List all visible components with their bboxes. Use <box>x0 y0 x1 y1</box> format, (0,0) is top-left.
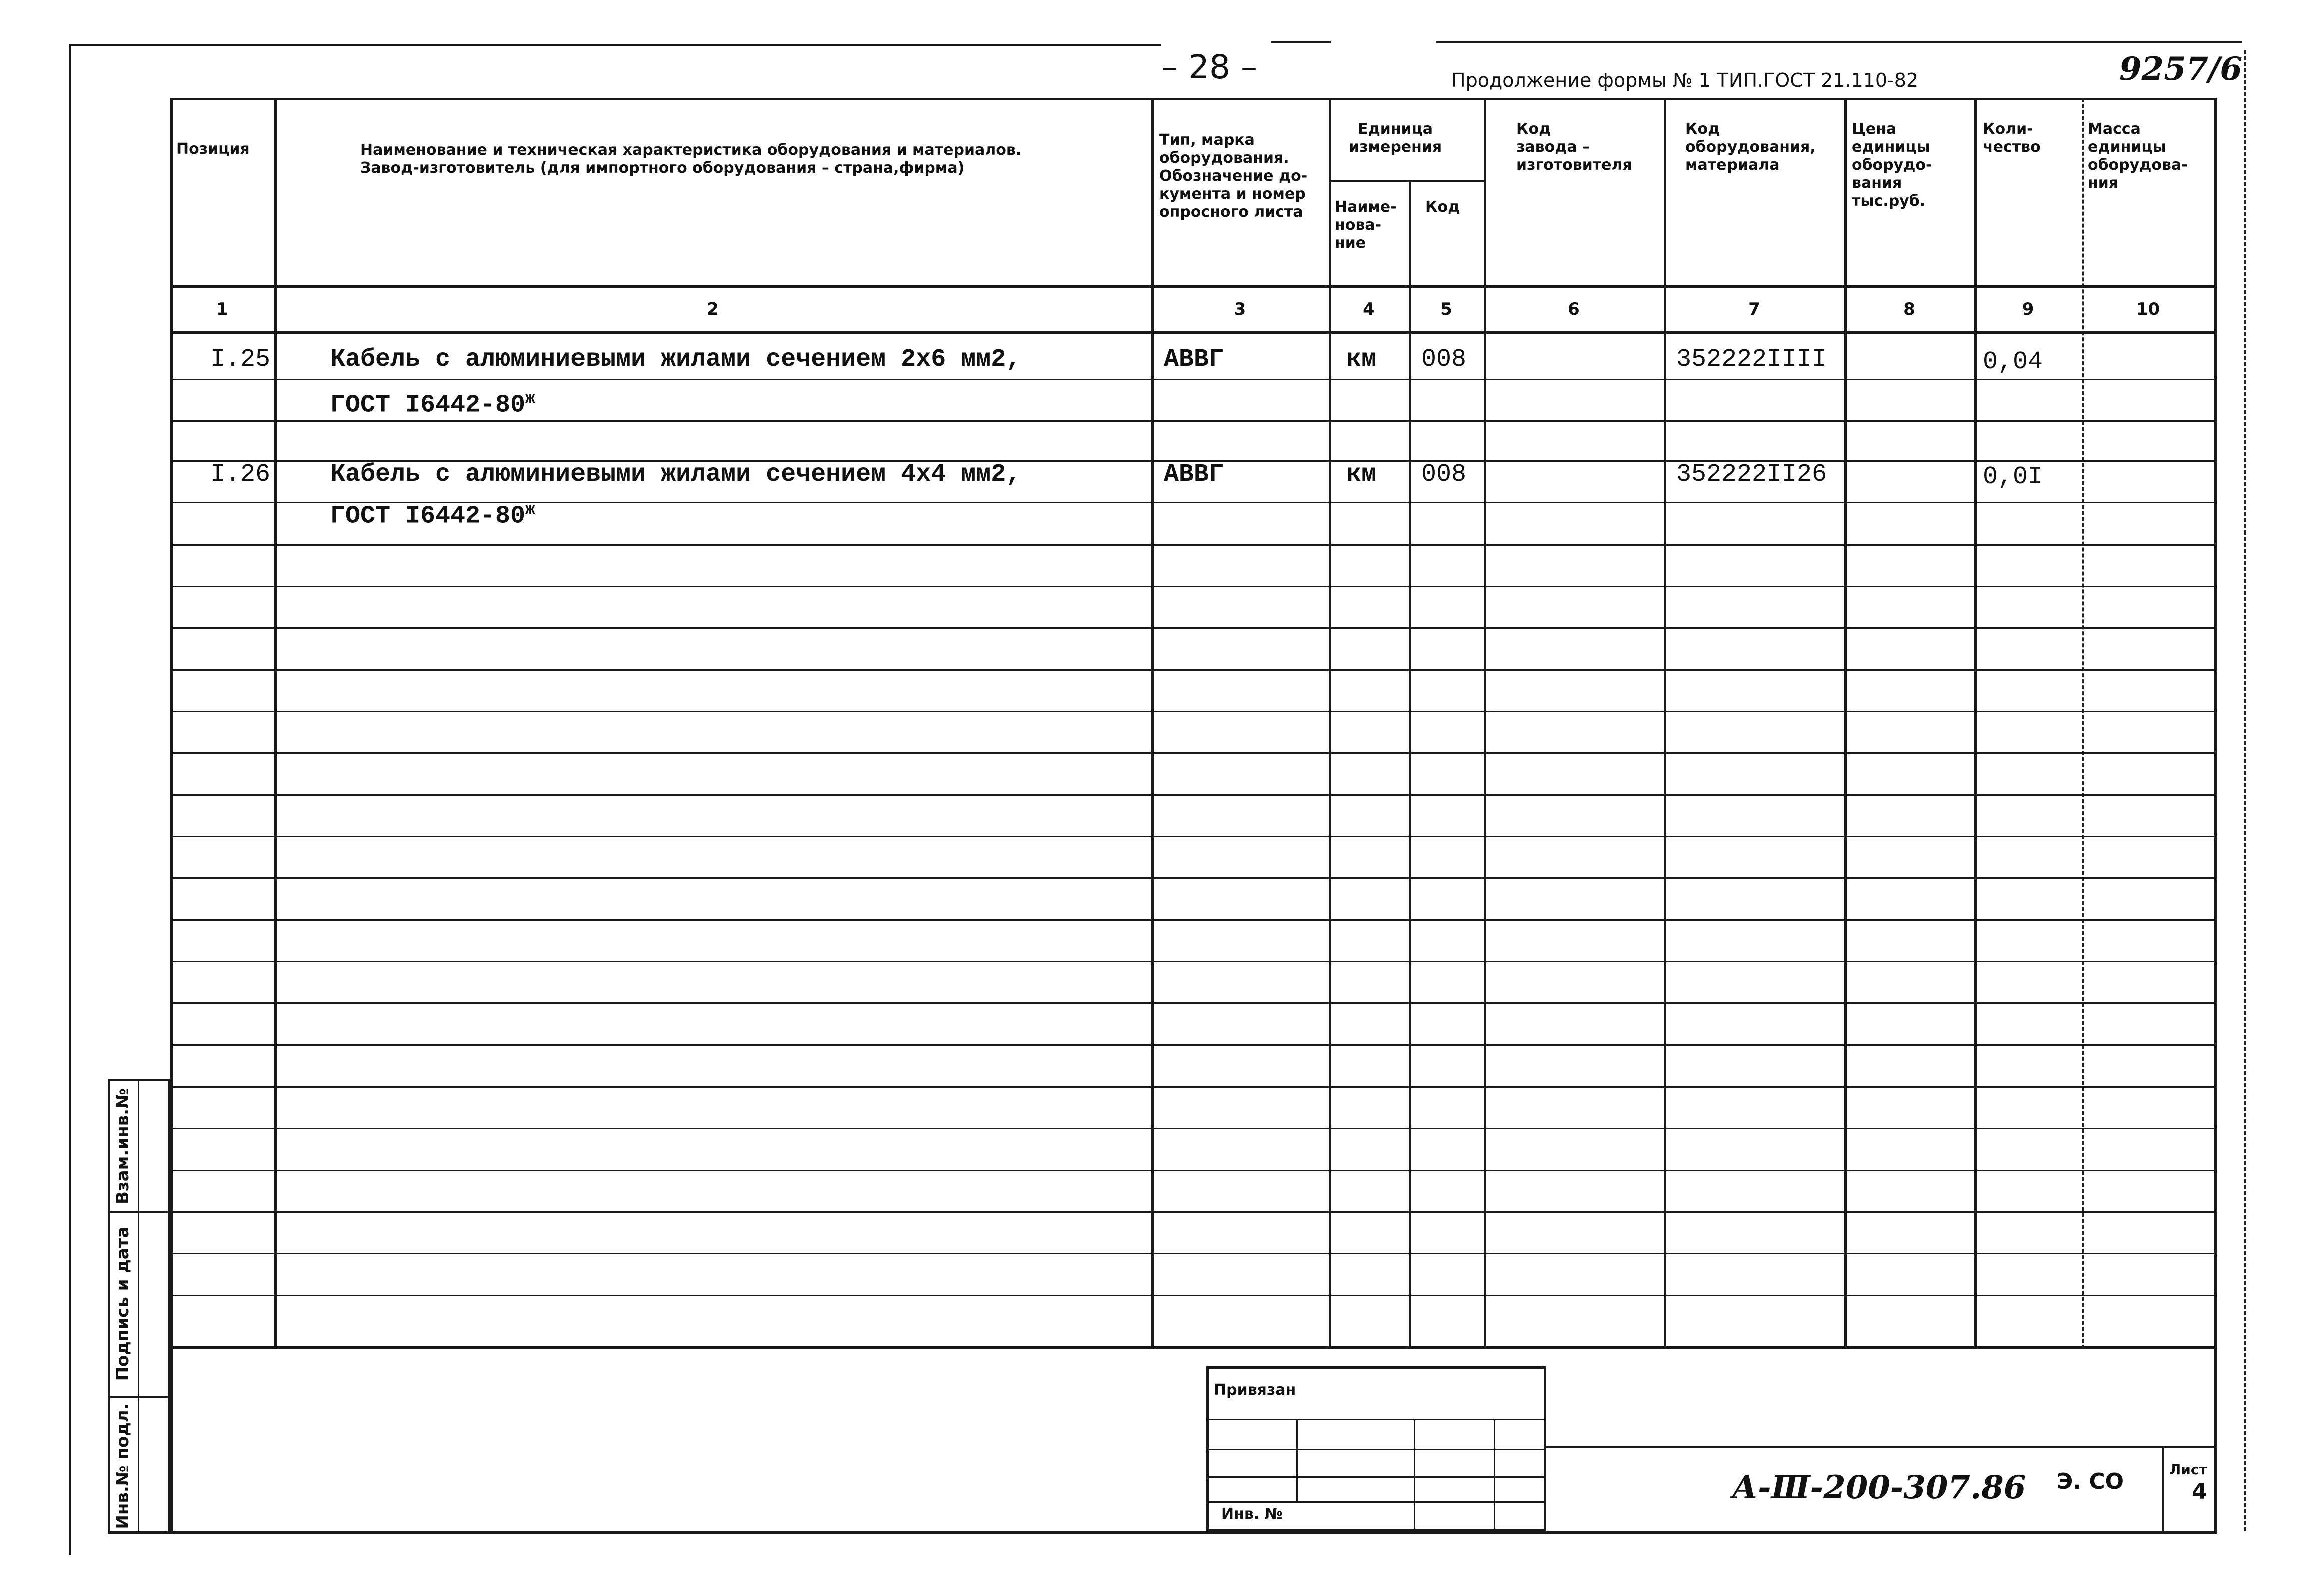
colnum-10: 10 <box>2136 299 2160 319</box>
sheet-box <box>2162 1446 2217 1531</box>
page-number: – 28 – <box>1161 48 1257 86</box>
header-unit-name: Наиме- нова- ние <box>1335 198 1397 252</box>
row1-quantity: 0,04 <box>1983 348 2043 376</box>
row1-name-text: ГОСТ I6442-80 <box>330 391 526 420</box>
row1-name-line1: Кабель с алюминиевыми жилами сечением 2х6 мм2, <box>330 345 1021 374</box>
colnum-6: 6 <box>1568 299 1580 319</box>
colnum-9: 9 <box>2022 299 2034 319</box>
row2-name-text: ГОСТ I6442-80 <box>330 502 526 531</box>
header-type: Тип, марка оборудования. Обозначение до- кумента и номер опросного листа <box>1159 131 1308 221</box>
colnum-5: 5 <box>1440 299 1452 319</box>
binding-inv: Инв. № <box>1221 1505 1283 1523</box>
binding-title: Привязан <box>1214 1381 1296 1399</box>
side-replace-inv: Взам.инв.№ <box>113 1088 133 1204</box>
row2-unit: км <box>1346 460 1377 489</box>
form-continuation: Продолжение формы № 1 ТИП.ГОСТ 21.110-82 <box>1451 69 1919 91</box>
header-price: Цена единицы оборудо- вания тыс.руб. <box>1852 120 1932 210</box>
colnum-7: 7 <box>1748 299 1760 319</box>
row1-type: АВВГ <box>1164 345 1224 374</box>
header-material-code: Код оборудования, материала <box>1685 120 1816 174</box>
header-quantity: Коли- чество <box>1983 120 2041 156</box>
colnum-4: 4 <box>1363 299 1375 319</box>
section-code: Э. СО <box>2057 1469 2124 1494</box>
table-top <box>170 98 2217 100</box>
row2-quantity: 0,0I <box>1983 463 2043 491</box>
row2-name-sup: ж <box>525 500 535 519</box>
header-mass: Масса единицы оборудова- ния <box>2088 120 2188 192</box>
colnum-2: 2 <box>707 299 719 319</box>
row1-position: I.25 <box>210 345 271 374</box>
row1-material-code: 352222IIII <box>1676 345 1827 374</box>
side-inv-no: Инв.№ подл. <box>113 1403 133 1529</box>
row1-name-sup: ж <box>525 389 535 408</box>
side-signature-date: Подпись и дата <box>113 1226 133 1381</box>
colnum-1: 1 <box>216 299 228 319</box>
row2-name-line1: Кабель с алюминиевыми жилами сечением 4х4 мм2, <box>330 460 1021 489</box>
row2-type: АВВГ <box>1164 460 1224 489</box>
sheet-number: 4 <box>2192 1479 2207 1504</box>
header-unit: Единица измерения <box>1349 120 1442 156</box>
colnum-3: 3 <box>1234 299 1246 319</box>
colnum-8: 8 <box>1903 299 1915 319</box>
row1-unit-code: 008 <box>1421 345 1467 374</box>
document-code: А-Ⅲ-200-307.86 <box>1732 1469 2026 1506</box>
row2-material-code: 352222II26 <box>1676 460 1827 489</box>
row2-name-line2 <box>330 500 535 531</box>
row1-name-line2 <box>330 389 535 420</box>
header-position: Позиция <box>176 140 250 158</box>
sheet-label: Лист <box>2169 1461 2207 1478</box>
header-unit-code: Код <box>1425 198 1460 216</box>
sheet-mark: 9257/6 <box>2119 50 2243 88</box>
row1-unit: км <box>1346 345 1377 374</box>
row2-position: I.26 <box>210 460 271 489</box>
header-name: Наименование и техническая характеристика оборудования и материалов. Завод-изготовитель (для импортного оборудования – страна,фирма) <box>360 141 1022 177</box>
row2-unit-code: 008 <box>1421 460 1467 489</box>
bottom-border <box>108 1531 2217 1534</box>
header-factory-code: Код завода – изготовителя <box>1516 120 1632 174</box>
